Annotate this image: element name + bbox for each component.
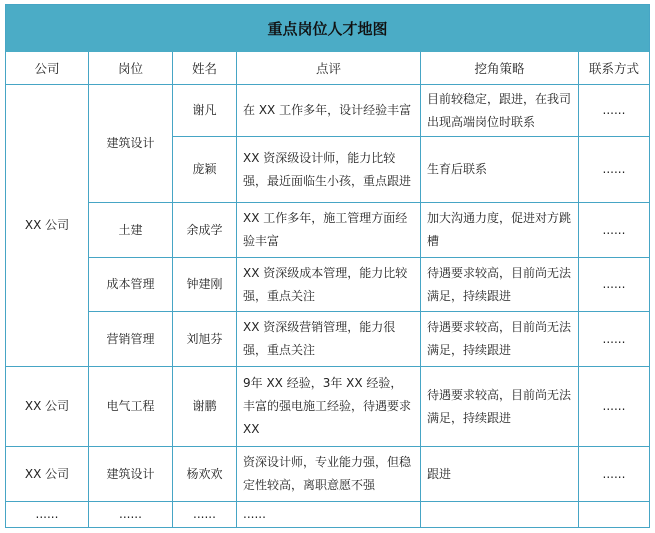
- strategy-text: 待遇要求较高，目前尚无法满足，持续跟进: [427, 387, 572, 425]
- contact-cell: ......: [579, 258, 649, 312]
- strategy-cell: [421, 203, 579, 258]
- header-company: 公司: [6, 52, 89, 85]
- contact-cell: ......: [579, 203, 649, 258]
- position-cell: 土建: [89, 203, 173, 258]
- header-position: 岗位: [89, 52, 173, 85]
- review-cell: [237, 203, 421, 258]
- review-text: XX 资深级营销管理，能力很强，重点关注: [243, 320, 396, 357]
- strategy-text: 目前较稳定，跟进，在我司出现高端岗位时联系: [427, 91, 572, 129]
- strategy-cell: [421, 447, 579, 502]
- header-contact: 联系方式: [579, 52, 649, 85]
- name-cell: 庞颖: [173, 137, 237, 203]
- strategy-cell: [421, 312, 579, 367]
- company-cell: XX 公司: [6, 85, 89, 367]
- strategy-cell: [421, 85, 579, 137]
- review-text: 在 XX 工作多年，设计经验丰富: [243, 103, 412, 117]
- review-text: XX 工作多年，施工管理方面经验丰富: [243, 211, 408, 248]
- strategy-text: 生育后联系: [427, 162, 488, 176]
- strategy-cell: [421, 367, 579, 447]
- review-text: XX 资深级设计师，能力比较强，最近面临生小孩，重点跟进: [243, 150, 412, 188]
- strategy-text: 待遇要求较高，目前尚无法满足，持续跟进: [427, 265, 572, 303]
- review-text: ......: [243, 507, 266, 521]
- position-cell: 电气工程: [89, 367, 173, 447]
- review-cell: [237, 85, 421, 137]
- table-title: 重点岗位人才地图: [6, 5, 649, 52]
- header-name: 姓名: [173, 52, 237, 85]
- company-cell: XX 公司: [6, 447, 89, 502]
- review-cell: [237, 312, 421, 367]
- strategy-text: 待遇要求较高，目前尚无法满足，持续跟进: [427, 320, 572, 357]
- review-text: 9年 XX 经验，3年 XX 经验，丰富的强电施工经验，待遇要求 XX: [243, 376, 412, 436]
- review-cell: [237, 367, 421, 447]
- name-cell: 谢鹏: [173, 367, 237, 447]
- header-strategy: 挖角策略: [421, 52, 579, 85]
- name-cell: 刘旭芬: [173, 312, 237, 367]
- header-review: 点评: [237, 52, 421, 85]
- review-text: XX 资深级成本管理，能力比较强，重点关注: [243, 265, 408, 303]
- name-cell: 余成学: [173, 203, 237, 258]
- position-cell: 建筑设计: [89, 85, 173, 203]
- contact-cell: ......: [579, 312, 649, 367]
- review-cell: [237, 447, 421, 502]
- review-cell: [237, 258, 421, 312]
- contact-cell: [579, 502, 649, 527]
- contact-cell: ......: [579, 447, 649, 502]
- review-cell: [237, 137, 421, 203]
- name-cell: ......: [173, 502, 237, 527]
- company-cell: XX 公司: [6, 367, 89, 447]
- strategy-cell: [421, 258, 579, 312]
- position-cell: 营销管理: [89, 312, 173, 367]
- talent-map-table: [5, 4, 650, 528]
- contact-cell: ......: [579, 367, 649, 447]
- position-cell: 成本管理: [89, 258, 173, 312]
- strategy-cell: [421, 137, 579, 203]
- position-cell: 建筑设计: [89, 447, 173, 502]
- strategy-text: 跟进: [427, 466, 452, 481]
- review-text: 资深设计师，专业能力强，但稳定性较高，离职意愿不强: [243, 455, 412, 492]
- name-cell: 谢凡: [173, 85, 237, 137]
- name-cell: 杨欢欢: [173, 447, 237, 502]
- company-cell: ......: [6, 502, 89, 527]
- position-cell: ......: [89, 502, 173, 527]
- name-cell: 钟建刚: [173, 258, 237, 312]
- contact-cell: ......: [579, 85, 649, 137]
- strategy-cell: [421, 502, 579, 527]
- strategy-text: 加大沟通力度，促进对方跳槽: [427, 211, 572, 248]
- contact-cell: ......: [579, 137, 649, 203]
- review-cell: [237, 502, 421, 527]
